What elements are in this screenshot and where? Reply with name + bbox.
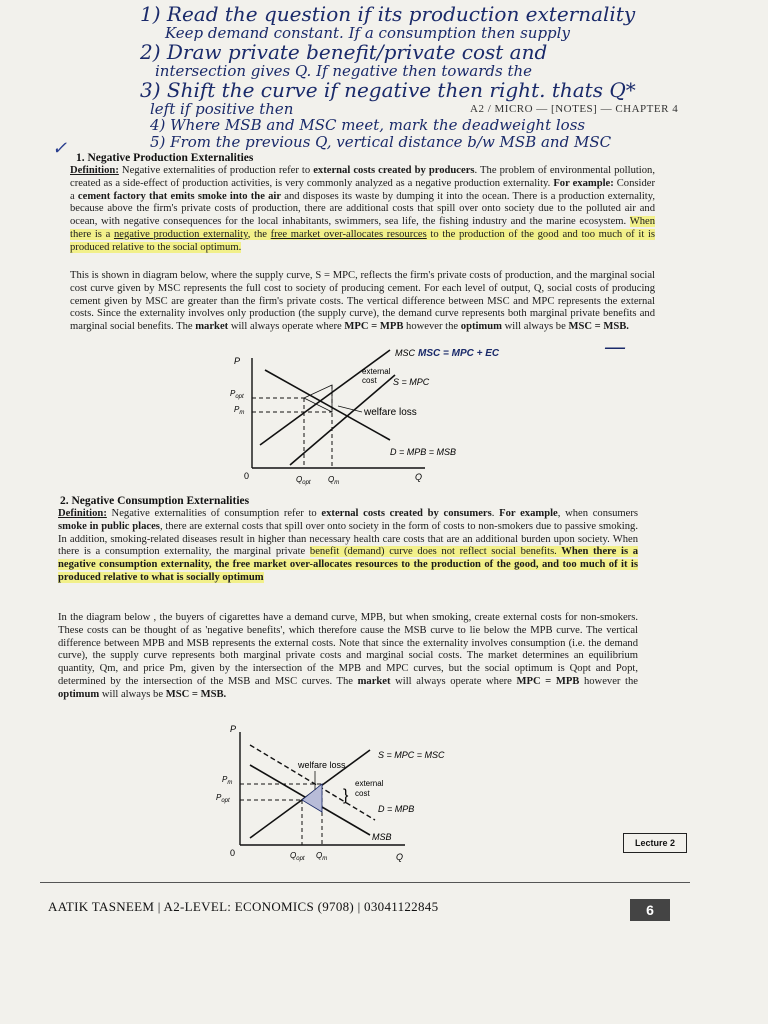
msc-label: MSC — [395, 348, 415, 358]
smpc-label: S = MPC — [393, 377, 430, 387]
axis-q-label: Q — [415, 472, 423, 482]
section-2-title: 2. Negative Consumption Externalities — [60, 495, 250, 507]
qm-label: $Q_m$ — [316, 851, 328, 862]
axis-p-label: P — [230, 724, 237, 734]
axis-q-label: Q — [396, 852, 404, 862]
handwritten-line-5: 5) From the previous Q, vertical distance b/w MSB and MSC — [150, 133, 612, 151]
welfare-loss-label: welfare loss — [298, 760, 346, 770]
running-header: A2 / MICRO — [NOTES] — CHAPTER 4 — [470, 103, 679, 115]
welfare-loss-area — [302, 784, 322, 812]
external-cost-label-1: external — [355, 779, 384, 788]
pen-dash-mark: — — [604, 335, 626, 360]
section-1-title: 1. Negative Production Externalities — [76, 152, 254, 164]
handwritten-line-3b: left if positive then — [150, 100, 294, 118]
handwritten-line-4: 4) Where MSB and MSC meet, mark the deadweight loss — [150, 116, 586, 134]
welfare-loss-label: welfare loss — [364, 407, 417, 418]
handwritten-line-1: 1) Read the question if its production externality — [140, 2, 636, 26]
footer-text: AATIK TASNEEM | A2-LEVEL: ECONOMICS (9708) | 03041122845 — [48, 899, 439, 914]
qopt-label: $Q_{opt}$ — [290, 851, 305, 862]
axis-p-label: P — [234, 356, 241, 366]
welfare-loss-triangle — [304, 385, 332, 412]
check-mark-icon: ✓ — [52, 138, 68, 158]
origin-label: 0 — [244, 471, 250, 481]
handwritten-line-1b: Keep demand constant. If a consumption then supply — [165, 24, 570, 42]
demand-label: D = MPB = MSB — [390, 447, 457, 457]
popt-label: $P_{opt}$ — [216, 793, 230, 804]
consumption-externality-diagram — [210, 720, 510, 870]
pm-label: $P_m$ — [234, 405, 245, 416]
demand-label: D = MPB — [378, 804, 415, 814]
brace-icon: } — [343, 787, 349, 804]
msb-label: MSB — [372, 832, 392, 842]
footer-rule — [40, 882, 690, 883]
qopt-label: $Q_{opt}$ — [296, 475, 311, 486]
section-1-explanation: This is shown in diagram below, where the supply curve, S = MPC, reflects the firm's private costs of production, and the marginal social cost curve given by MSC represents the full cost to society of producing cement. For each level of output, Q, social costs of producing cement given by MSC are greater than the firm's private costs. The vertical difference between MSC and MPC represents the external costs. Since the externality involves only production (the supply curve), the demand curve represents both marginal private benefits and marginal social benefits. The market will always operate where MPC = MPB however the optimum will always be MSC = MSB. — [70, 270, 655, 333]
supply-label: S = MPC = MSC — [378, 750, 445, 760]
handwritten-line-2b: intersection gives Q. If negative then towards the — [155, 62, 533, 80]
msc-note: MSC = MPC + EC — [418, 348, 500, 359]
section-2-definition: Definition: Negative externalities of consumption refer to external costs created by consumers. For example, when consumers smoke in public places, there are external costs that spill over onto society in the form of costs to non-smokers due to passive smoking. In addition, smoking-related diseases result in higher than necessary health care costs that are an additional burden upon society. When there is a consumption externality, the marginal private benefit (demand) curve does not reflect social benefits. When there is a negative consumption externality, the free market over-allocates resources to the production of the good, and too much of it is produced relative to what is socially optimum — [58, 508, 639, 583]
production-externality-diagram — [220, 340, 540, 490]
smpc-curve — [290, 375, 395, 465]
msc-curve — [260, 350, 390, 445]
external-cost-label-2: cost — [362, 376, 377, 385]
lecture-box: Lecture 2 — [623, 833, 687, 853]
qm-label: $Q_m$ — [328, 475, 340, 486]
section-2-explanation: In the diagram below , the buyers of cigarettes have a demand curve, MPB, but when smoking, create external costs for non-smokers. These costs can be thought of as 'negative benefits', which therefore cause the MSB curve to lie below the MPB curve. The vertical difference between MPB and MSB represents the external costs. Note that since the externality involves consumption (i.e. the demand curve), the supply curve represents both marginal private costs and marginal social costs. The market determines an equilibrium quantity, Qm, and price Pm, given by the intersection of the MPB and MPC curves, but the social optimum is Qopt and Popt, determined by the intersection of the MSB and MSC curves. The market will always operate where MPC = MPB however the optimum will always be MSC = MSB. — [58, 612, 638, 700]
page-number: 6 — [630, 899, 670, 921]
origin-label: 0 — [230, 848, 236, 858]
handwritten-line-2: 2) Draw private benefit/private cost and — [140, 40, 548, 64]
pm-label: $P_m$ — [222, 775, 233, 786]
section-1-definition: Definition: Negative externalities of production refer to external costs created by producers. The problem of environmental pollution, created as a side-effect of production activities, is very commonly analyzed as a negative production externality. For example: Consider a cement factory that emits smoke into the air and disposes its waste by dumping it into the ocean. There is a production externality, because above the firm's private costs of production, there are additional costs that spill over onto society due to the polluted air and ocean, with negative consequences for the local inhabitants, swimmers, sea life, the fishing industry and the marine ecosystem. When there is a negative production externality, the free market over-allocates resources to the production of the good and too much of it is produced relative to the social optimum. — [70, 165, 656, 253]
external-cost-label-1: external — [362, 367, 391, 376]
popt-label: $P_{opt}$ — [230, 389, 244, 400]
handwritten-line-3: 3) Shift the curve if negative then right. thats Q* — [140, 78, 636, 102]
external-cost-label-2: cost — [355, 789, 370, 798]
